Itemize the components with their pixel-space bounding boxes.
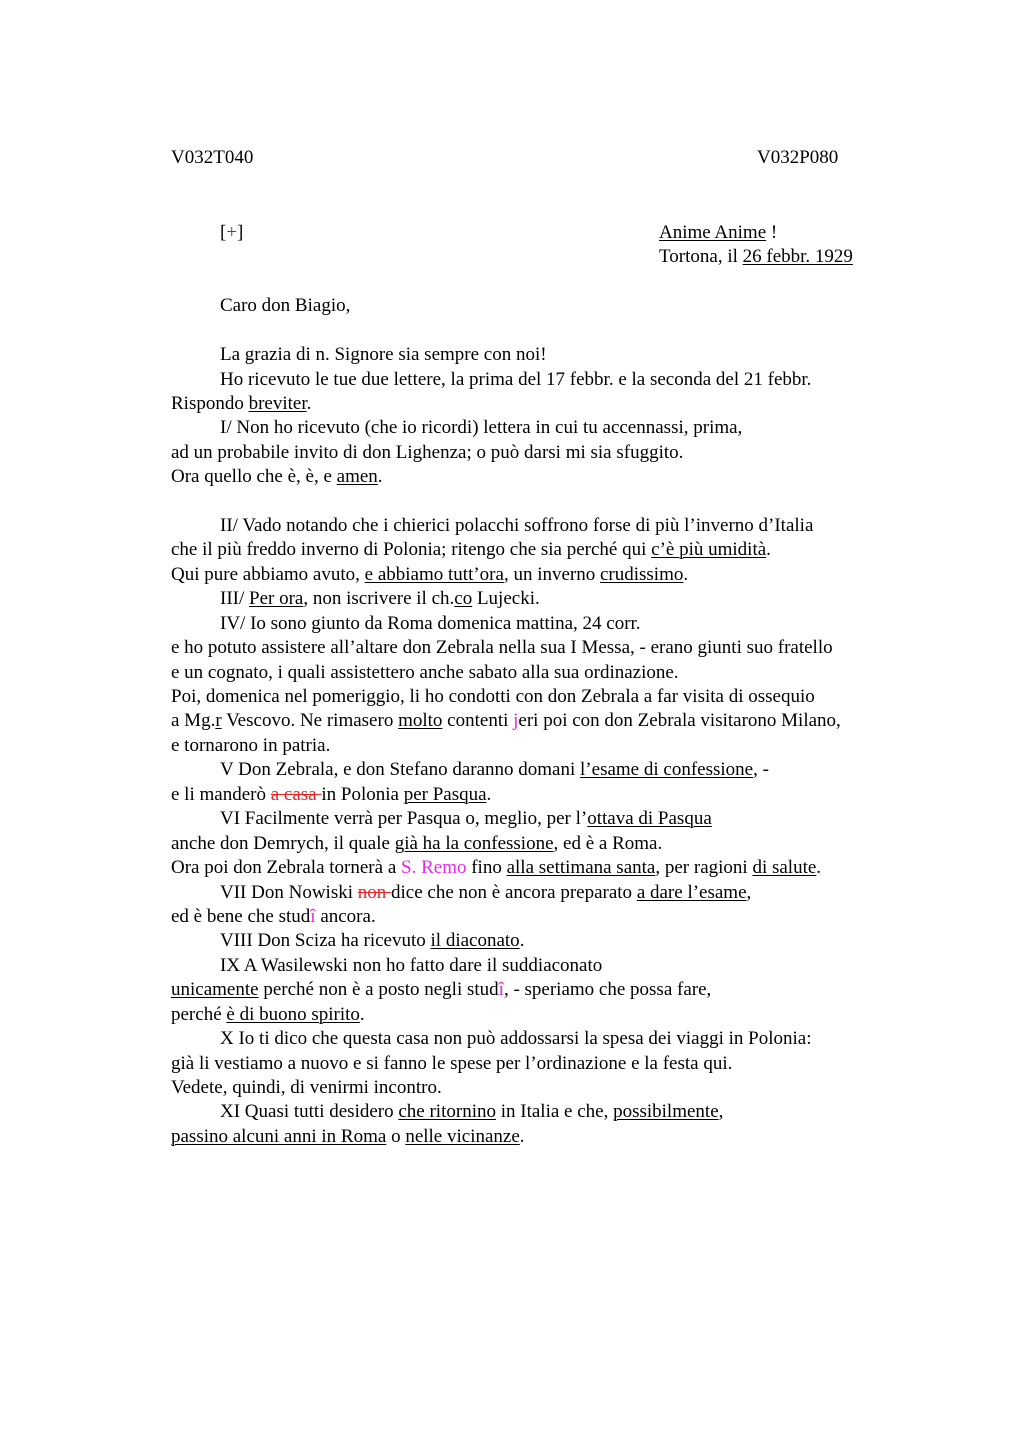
text-line: VII Don Nowiski non dice che non è ancora preparato a dare l’esame, bbox=[220, 882, 752, 903]
inserted-letter: j bbox=[513, 710, 519, 731]
text-line: Vedete, quindi, di venirmi incontro. bbox=[171, 1077, 442, 1098]
dateline: Tortona, il 26 febbr. 1929 bbox=[659, 246, 853, 267]
text-line: XI Quasi tutti desidero che ritornino in Italia e che, possibilmente, bbox=[220, 1101, 724, 1122]
text-line: I/ Non ho ricevuto (che io ricordi) lettera in cui tu accennassi, prima, bbox=[220, 417, 743, 438]
text-line: La grazia di n. Signore sia sempre con noi! bbox=[220, 344, 547, 365]
inserted-letter: î bbox=[310, 906, 316, 927]
text-line: perché è di buono spirito. bbox=[171, 1004, 365, 1025]
document-code-left: V032T040 bbox=[171, 147, 254, 168]
cross-mark: [+] bbox=[220, 222, 244, 243]
text-line: e li manderò a casa in Polonia per Pasqua. bbox=[171, 784, 492, 805]
text-line: Ora quello che è, è, e amen. bbox=[171, 466, 383, 487]
text-line: Ora poi don Zebrala tornerà a S. Remo fino alla settimana santa, per ragioni di salute. bbox=[171, 857, 822, 878]
inserted-letter: î bbox=[498, 979, 504, 1000]
text-line: IX A Wasilewski non ho fatto dare il suddiaconato bbox=[220, 955, 603, 976]
cross-icon: + bbox=[226, 222, 238, 243]
deleted-text: non bbox=[357, 882, 391, 903]
text-line: e ho potuto assistere all’altare don Zebrala nella sua I Messa, - erano giunti suo fratello bbox=[171, 637, 833, 658]
text-line: Ho ricevuto le tue due lettere, la prima del 17 febbr. e la seconda del 21 febbr. bbox=[220, 369, 812, 390]
deleted-text: a casa bbox=[270, 784, 322, 805]
text-line: e tornarono in patria. bbox=[171, 735, 331, 756]
text-line: X Io ti dico che questa casa non può addossarsi la spesa dei viaggi in Polonia: bbox=[220, 1028, 812, 1049]
text-line: unicamente perché non è a posto negli studî, - speriamo che possa fare, bbox=[171, 979, 712, 1000]
motto: Anime Anime ! bbox=[659, 222, 778, 243]
text-line: e un cognato, i quali assistettero anche sabato alla sua ordinazione. bbox=[171, 662, 679, 683]
text-line: passino alcuni anni in Roma o nelle vicinanze. bbox=[171, 1126, 525, 1147]
text-line: VIII Don Sciza ha ricevuto il diaconato. bbox=[220, 930, 525, 951]
text-line: III/ Per ora, non iscrivere il ch.co Lujecki. bbox=[220, 588, 540, 609]
text-line: II/ Vado notando che i chierici polacchi soffrono forse di più l’inverno d’Italia bbox=[220, 515, 814, 536]
text-line: già li vestiamo a nuovo e si fanno le spese per l’ordinazione e la festa qui. bbox=[171, 1053, 733, 1074]
salutation: Caro don Biagio, bbox=[220, 295, 351, 316]
text-line: Poi, domenica nel pomeriggio, li ho condotti con don Zebrala a far visita di ossequio bbox=[171, 686, 815, 707]
text-line: che il più freddo inverno di Polonia; ritengo che sia perché qui c’è più umidità. bbox=[171, 539, 771, 560]
text-line: Rispondo breviter. bbox=[171, 393, 312, 414]
text-line: V Don Zebrala, e don Stefano daranno domani l’esame di confessione, - bbox=[220, 759, 769, 780]
text-line: Qui pure abbiamo avuto, e abbiamo tutt’ora, un inverno crudissimo. bbox=[171, 564, 689, 585]
text-line: VI Facilmente verrà per Pasqua o, meglio, per l’ottava di Pasqua bbox=[220, 808, 712, 829]
text-line: ad un probabile invito di don Lighenza; o può darsi mi sia sfuggito. bbox=[171, 442, 684, 463]
text-line: IV/ Io sono giunto da Roma domenica mattina, 24 corr. bbox=[220, 613, 641, 634]
text-line: anche don Demrych, il quale già ha la confessione, ed è a Roma. bbox=[171, 833, 663, 854]
text-line: ed è bene che studî ancora. bbox=[171, 906, 376, 927]
document-code-right: V032P080 bbox=[757, 147, 839, 168]
text-line: a Mg.r Vescovo. Ne rimasero molto contenti jeri poi con don Zebrala visitarono Milano, bbox=[171, 710, 841, 731]
inserted-text: S. Remo bbox=[401, 857, 467, 878]
